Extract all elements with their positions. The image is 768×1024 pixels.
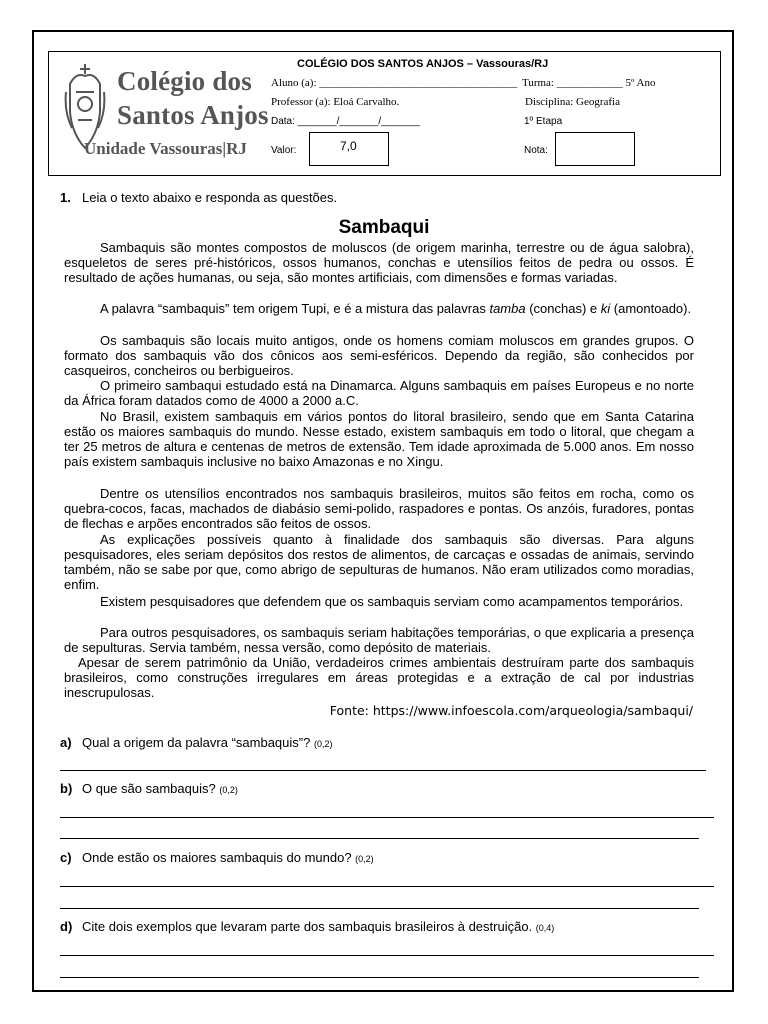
paragraph-1: Sambaquis são montes compostos de moluscos (de origem marinha, terrestre ou de água salobra), esqueletos de seres pré-históricos, ossos humanos, conchas e utensílios feitos de pedra ou ossos. É resultado de ações humanas, ou seja, são montes artificiais, com dimensões e formas variadas.: [64, 240, 694, 285]
question-c: c) Onde estão os maiores sambaquis do mundo? (0,2): [60, 850, 374, 865]
etapa-label: 1º Etapa: [524, 116, 563, 127]
logo-line-2: Santos Anjos: [117, 100, 269, 130]
paragraph-10: Apesar de serem patrimônio da União, verdadeiros crimes ambientais destruíram parte dos sambaquis brasileiros, como construções irregulares em áreas protegidas e a extração de cal por industrias inescrupulosas.: [64, 655, 694, 700]
paragraph-8: Existem pesquisadores que defendem que os sambaquis serviam como acampamentos temporários.: [100, 594, 684, 609]
answer-line[interactable]: [60, 955, 714, 956]
question-a: a) Qual a origem da palavra “sambaquis”? (0,2): [60, 735, 333, 750]
paragraph-4: O primeiro sambaqui estudado está na Dinamarca. Alguns sambaquis em países Europeus e no norte da África foram datados como de 4000 a 2000 a.C.: [64, 378, 694, 408]
paragraph-2: A palavra “sambaquis” tem origem Tupi, e é a mistura das palavras tamba (conchas) e ki (amontoado).: [100, 301, 692, 316]
aluno-field[interactable]: Aluno (a): ____________________________________: [271, 77, 518, 89]
nota-label: Nota:: [524, 145, 548, 156]
paragraph-9: Para outros pesquisadores, os sambaquis seriam habitações temporárias, o que explicaria a presença de sepulturas. Servia também, nessa versão, como depósito de materiais.: [64, 625, 694, 655]
logo-line-3: Unidade Vassouras|RJ: [84, 139, 247, 158]
exercise-instruction: [60, 190, 337, 205]
question-b: b) O que são sambaquis? (0,2): [60, 781, 238, 796]
school-title: COLÉGIO DOS SANTOS ANJOS – Vassouras/RJ: [297, 58, 549, 70]
valor-value: 7,0: [340, 139, 357, 153]
data-field[interactable]: Data: _______/_______/_______: [271, 116, 421, 127]
turma-field[interactable]: Turma: ____________ 5º Ano: [522, 77, 656, 89]
answer-line[interactable]: [60, 817, 714, 818]
disciplina-field: Disciplina: Geografia: [525, 96, 620, 108]
answer-line[interactable]: [60, 886, 714, 887]
paragraph-3: Os sambaquis são locais muito antigos, onde os homens comiam moluscos em grandes grupos. O formato dos sambaquis vão dos cônicos aos semi-esféricos. Dependo da região, são conhecidos por casqueiros, concheiros ou berbigueiros.: [64, 333, 694, 378]
answer-line[interactable]: [60, 838, 699, 839]
text-title: Sambaqui: [338, 217, 430, 238]
answer-line[interactable]: [60, 770, 706, 771]
paragraph-5: No Brasil, existem sambaquis em vários pontos do litoral brasileiro, sendo que em Santa Catarina estão os maiores sambaquis do mundo. Nesse estado, existem sambaquis em todo o litoral, que chegam a ter 25 metros de altura e centenas de metros de extensão. Tem idade aproximada de 5.000 anos. Em nosso país existem sambaquis inclusive no baixo Amazonas e no Xingu.: [64, 409, 694, 469]
paragraph-6: Dentre os utensílios encontrados nos sambaquis brasileiros, muitos são feitos em rocha, como os quebra-cocos, facas, machados de diabásio semi-polido, raspadores e pontas. Os anzóis, furadores, pontas de flechas e arpões encontrados são feitos de ossos.: [64, 486, 694, 531]
answer-line[interactable]: [60, 977, 699, 978]
nota-box[interactable]: [555, 132, 635, 166]
instruction-text: Leia o texto abaixo e responda as questões.: [82, 190, 338, 205]
paragraph-7: As explicações possíveis quanto à finalidade dos sambaquis são diversas. Para alguns pesquisadores, eles seriam depósitos dos restos de alimentos, de carcaças e ossadas de animais, servindo também, não se sabe por que, como abrigo de sepulturas de humanos. Não eram utilizados como moradias, enfim.: [64, 532, 694, 592]
source-citation: Fonte: https://www.infoescola.com/arqueologia/sambaqui/: [329, 703, 693, 718]
question-d: d) Cite dois exemplos que levaram parte dos sambaquis brasileiros à destruição. (0,4): [60, 919, 555, 934]
valor-label: Valor:: [271, 145, 297, 156]
answer-line[interactable]: [60, 908, 699, 909]
logo-line-1: Colégio dos: [117, 66, 252, 96]
professor-field: Professor (a): Eloá Carvalho.: [271, 96, 400, 108]
exercise-number: 1.: [60, 190, 71, 205]
